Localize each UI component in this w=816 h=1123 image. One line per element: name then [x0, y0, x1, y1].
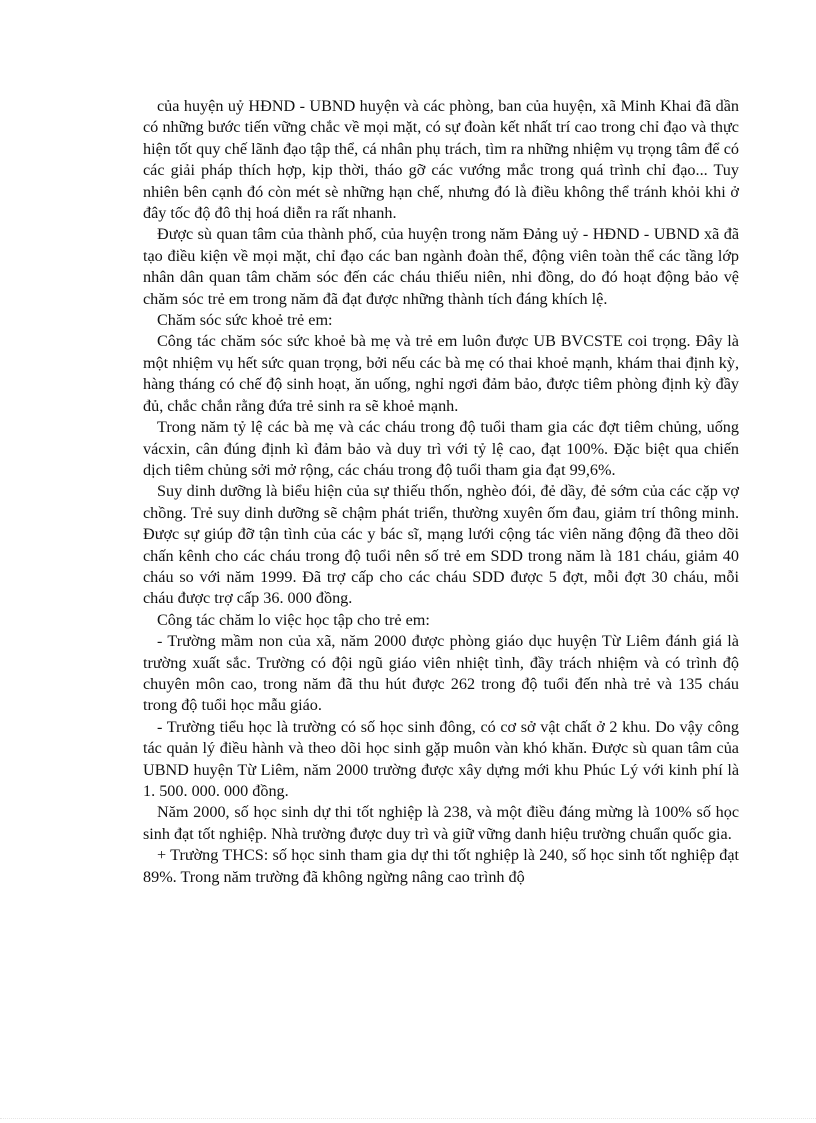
paragraph-graduation-2000: Năm 2000, số học sinh dự thi tốt nghiệp là 238, và một điều đáng mừng là 100% số học sinh đạt tốt nghiệp. Nhà trường được duy trì và giữ vững danh hiệu trường chuẩn quốc gia.	[143, 803, 739, 843]
section-heading-education: Công tác chăm lo việc học tập cho trẻ em:	[157, 610, 430, 629]
document-page	[143, 96, 739, 888]
paragraph-primary-school: - Trường tiểu học là trường có số học sinh đông, có cơ sở vật chất ở 2 khu. Do vậy công tác quản lý điều hành và theo dõi học sinh gặp muôn vàn khó khăn. Được sù quan tâm của UBND huyện Từ Liêm, năm 2000 trường được xây dựng mới khu Phúc Lý với kinh phí là 1. 500. 000. 000 đồng.	[143, 717, 739, 800]
paragraph-malnutrition: Suy dinh dưỡng là biểu hiện của sự thiếu thốn, nghèo đói, đẻ dầy, đẻ sớm của các cặp vợ chồng. Trẻ suy dinh dưỡng sẽ chậm phát triển, thường xuyên ốm đau, giảm trí thông minh. Được sự giúp đỡ tận tình của các y bác sĩ, mạng lưới cộng tác viên năng động đã theo dõi chấn kênh cho các cháu trong độ tuổi nên số trẻ em SDD trong năm là 181 cháu, giảm 40 cháu so với năm 1999. Đã trợ cấp cho các cháu SDD được 5 đợt, mỗi đợt 30 cháu, mỗi cháu được trợ cấp 36. 000 đồng.	[143, 482, 739, 608]
paragraph-district-leadership: của huyện uỷ HĐND - UBND huyện và các phòng, ban của huyện, xã Minh Khai đã dần có những bước tiến vững chắc về mọi mặt, có sự đoàn kết nhất trí cao trong chỉ đạo và thực hiện tốt quy chế lãnh đạo tập thể, cá nhân phụ trách, tìm ra những nhiệm vụ trọng tâm để có các giải pháp thích hợp, kịp thời, tháo gỡ các vướng mắc trong quá trình chỉ đạo... Tuy nhiên bên cạnh đó còn mét sè những hạn chế, nhưng đó là điều không thể tránh khỏi khi ở đây tốc độ đô thị hoá diễn ra rất nhanh.	[143, 97, 739, 223]
paragraph-vaccination: Trong năm tỷ lệ các bà mẹ và các cháu trong độ tuổi tham gia các đợt tiêm chủng, uống vácxin, cân đúng định kì đảm bảo và duy trì với tỷ lệ cao, đạt 100%. Đặc biệt qua chiến dịch tiêm chủng sởi mở rộng, các cháu trong độ tuổi tham gia đạt 99,6%.	[143, 418, 739, 479]
page-bottom-divider	[0, 1118, 816, 1119]
paragraph-city-support: Được sù quan tâm của thành phố, của huyện trong năm Đảng uỷ - HĐND - UBND xã đã tạo điều kiện về mọi mặt, chỉ đạo các ban ngành đoàn thể, động viên toàn thể các tầng lớp nhân dân quan tâm chăm sóc đến các cháu thiếu niên, nhi đồng, do đó hoạt động bảo vệ chăm sóc trẻ em trong năm đã đạt được những thành tích đáng khích lệ.	[143, 225, 739, 308]
section-heading-child-health: Chăm sóc sức khoẻ trẻ em:	[157, 311, 333, 330]
paragraph-secondary-school: + Trường THCS: số học sinh tham gia dự thi tốt nghiệp là 240, số học sinh tốt nghiệp đạt 89%. Trong năm trường đã không ngừng nâng cao trình độ	[143, 846, 739, 886]
paragraph-kindergarten: - Trường mầm non của xã, năm 2000 được phòng giáo dục huyện Từ Liêm đánh giá là trường xuất sắc. Trường có đội ngũ giáo viên nhiệt tình, đầy trách nhiệm và có trình độ chuyên môn cao, trong năm đã thu hút được 262 trong độ tuổi đến nhà trẻ và 135 cháu trong độ tuổi học mẫu giáo.	[143, 632, 739, 715]
paragraph-maternal-care: Công tác chăm sóc sức khoẻ bà mẹ và trẻ em luôn được UB BVCSTE coi trọng. Đây là một nhiệm vụ hết sức quan trọng, bởi nếu các bà mẹ có thai khoẻ mạnh, khám thai định kỳ, hàng tháng có chế độ sinh hoạt, ăn uống, nghỉ ngơi đảm bảo, được tiêm phòng định kỳ đầy đủ, chắc chắn rằng đứa trẻ sinh ra sẽ khoẻ mạnh.	[143, 332, 739, 415]
